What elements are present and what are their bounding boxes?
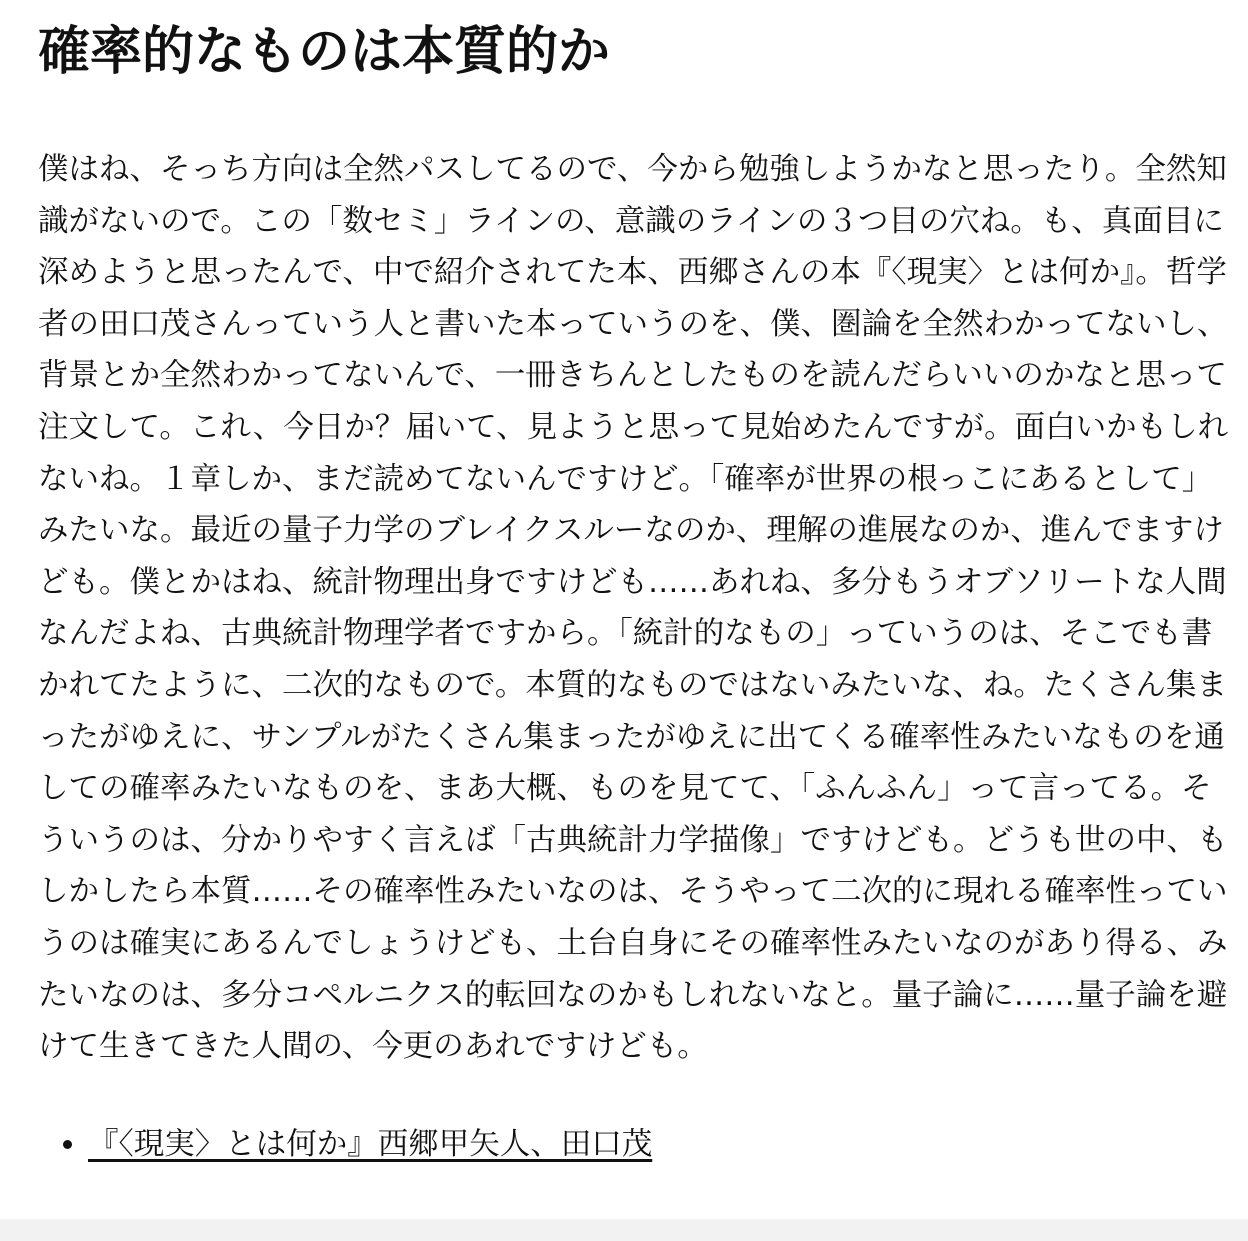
page-bottom-edge (0, 1219, 1248, 1241)
page-title: 確率的なものは本質的か (38, 22, 611, 82)
book-link[interactable]: 『〈現実〉とは何か』西郷甲矢人、田口茂 (88, 1126, 653, 1162)
reference-list (38, 1125, 1234, 1165)
article (38, 14, 1234, 1165)
list-item (88, 1125, 1234, 1165)
article-body: 僕はね、そっち方向は全然パスしてるので、今から勉強しようかなと思ったり。全然知識がないので。この「数セミ」ラインの、意識のラインの３つ目の穴ね。も、真面目に深めようと思ったんで、中で紹介されてた本、西郷さんの本『〈現実〉とは何か』。哲学者の田口茂さんっていう人と書いた本っていうのを、僕、圏論を全然わかってないし、背景とか全然わかってないんで、一冊きちんとしたものを読んだらいいのかなと思って注文して。これ、今日か？届いて、見ようと思って見始めたんですが。面白いかもしれないね。１章しか、まだ読めてないんですけど。「確率が世界の根っこにあるとして」みたいな。最近の量子力学のブレイクスルーなのか、理解の進展なのか、進んでますけども。僕とかはね、統計物理出身ですけども……あれね、多分もうオブソリートな人間なんだよね、古典統計物理学者ですから。「統計的なもの」っていうのは、そこでも書かれてたように、二次的なもので。本質的なものではないみたいな、ね。たくさん集まったがゆえに、サンプルがたくさん集まったがゆえに出てくる確率性みたいなものを通しての確率みたいなものを、まあ大概、ものを見てて、「ふんふん」って言ってる。そういうのは、分かりやすく言えば「古典統計力学描像」ですけども。どうも世の中、もしかしたら本質……その確率性みたいなのは、そうやって二次的に現れる確率性っていうのは確実にあるんでしょうけども、土台自身にその確率性みたいなのがあり得る、みたいなのは、多分コペルニクス的転回なのかもしれないなと。量子論に……量子論を避けて生きてきた人間の、今更のあれですけども。 (38, 152, 1229, 1065)
